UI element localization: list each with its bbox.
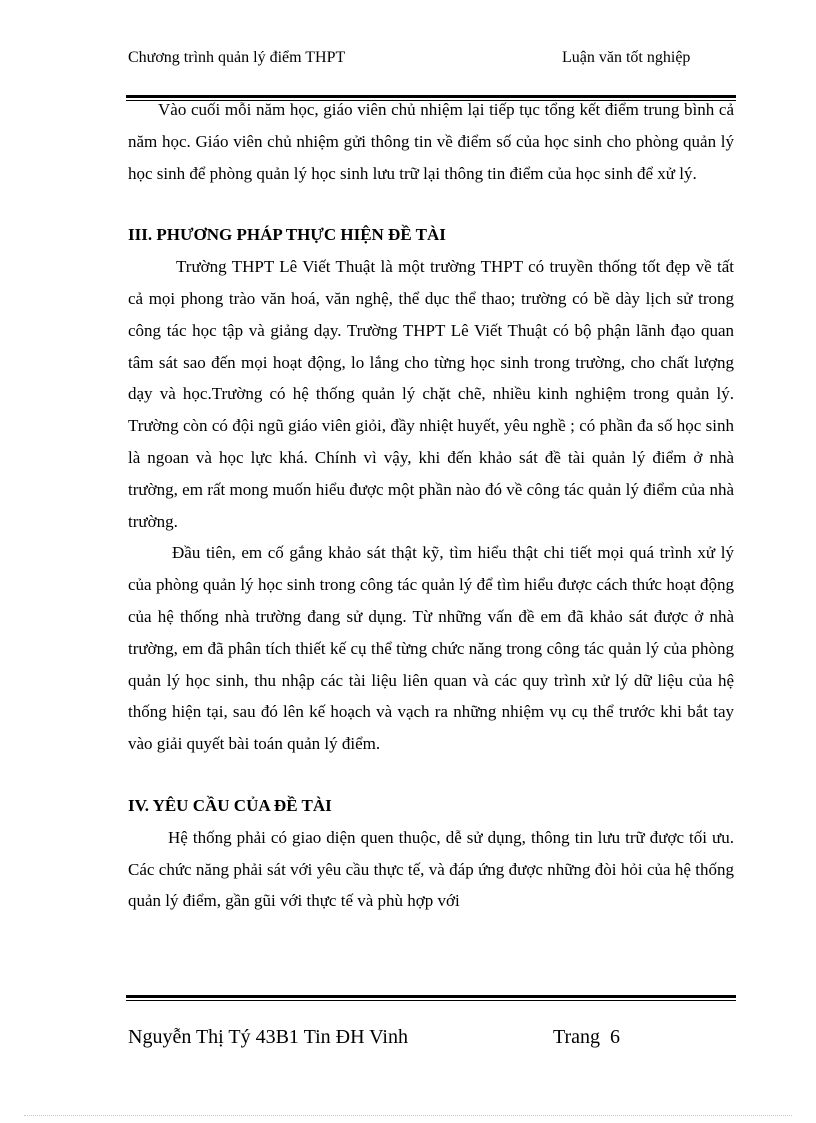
paragraph: Hệ thống phải có giao diện quen thuộc, dễ sử dụng, thông tin lưu trữ được tối ưu. Các chức năng phải sát với yêu cầu thực tế, và đáp ứng được những đòi hỏi của hệ thống quản lý điểm, gần gũi với thực tế và phù hợp với: [128, 827, 734, 911]
spacer: [128, 760, 734, 790]
header-title: Chương trình quản lý điểm THPT: [128, 49, 346, 66]
footer-rule-thick: [126, 995, 736, 998]
section-heading: IV. YÊU CẦU CỦA ĐỀ TÀI: [128, 795, 332, 815]
header-subtitle: Luận văn tốt nghiệp: [562, 49, 691, 66]
page-number: Trang 6: [553, 1026, 621, 1048]
page-bottom-divider: [24, 1115, 792, 1116]
section-heading: III. PHƯƠNG PHÁP THỰC HIỆN ĐỀ TÀI: [128, 225, 446, 245]
paragraph: Vào cuối mỗi năm học, giáo viên chủ nhiệm lại tiếp tục tổng kết điểm trung bình cả năm học. Giáo viên chủ nhiệm gửi thông tin về điểm số của học sinh cho phòng quản lý học sinh để phòng quản lý học sinh lưu trữ lại thông tin điểm của học sinh để xử lý.: [128, 100, 734, 183]
footer-rule-thin: [126, 1000, 736, 1001]
spacer: [128, 189, 734, 219]
footer-author: Nguyễn Thị Tý 43B1 Tin ĐH Vinh: [128, 1026, 408, 1048]
page-header: [128, 49, 716, 73]
paragraph: Đầu tiên, em cố gắng khảo sát thật kỹ, tìm hiểu thật chi tiết mọi quá trình xử lý của phòng quản lý học sinh trong công tác quản lý để tìm hiểu được cách thức hoạt động của hệ thống nhà trường đang sử dụng. Từ những vấn đề em đã khảo sát được ở nhà trường, em đã phân tích thiết kế cụ thể từng chức năng trong công tác quản lý của phòng quản lý học sinh, thu nhập các tài liệu liên quan và các quy trình xử lý dữ liệu của hệ thống hiện tại, sau đó lên kế hoạch và vạch ra những nhiệm vụ cụ thể trước khi bắt tay vào giải quyết bài toán quản lý điểm.: [128, 543, 734, 754]
page-body: [128, 94, 734, 917]
paragraph: Trường THPT Lê Viết Thuật là một trường THPT có truyền thống tốt đẹp về tất cả mọi phong trào văn hoá, văn nghệ, thể dục thể thao; trường có bề dày lịch sử trong công tác học tập và giảng dạy. Trường THPT Lê Viết Thuật có bộ phận lãnh đạo quan tâm sát sao đến mọi hoạt động, lo lắng cho từng học sinh trong trường, cho chất lượng dạy và học.Trường có hệ thống quản lý chặt chẽ, nhiều kinh nghiệm trong quản lý. Trường còn có đội ngũ giáo viên giỏi, đầy nhiệt huyết, yêu nghề ; có phần đa số học sinh là ngoan và học lực khá. Chính vì vậy, khi đến khảo sát đề tài quản lý điểm ở nhà trường, em rất mong muốn hiểu được một phần nào đó về công tác quản lý điểm của nhà trường.: [128, 257, 734, 531]
